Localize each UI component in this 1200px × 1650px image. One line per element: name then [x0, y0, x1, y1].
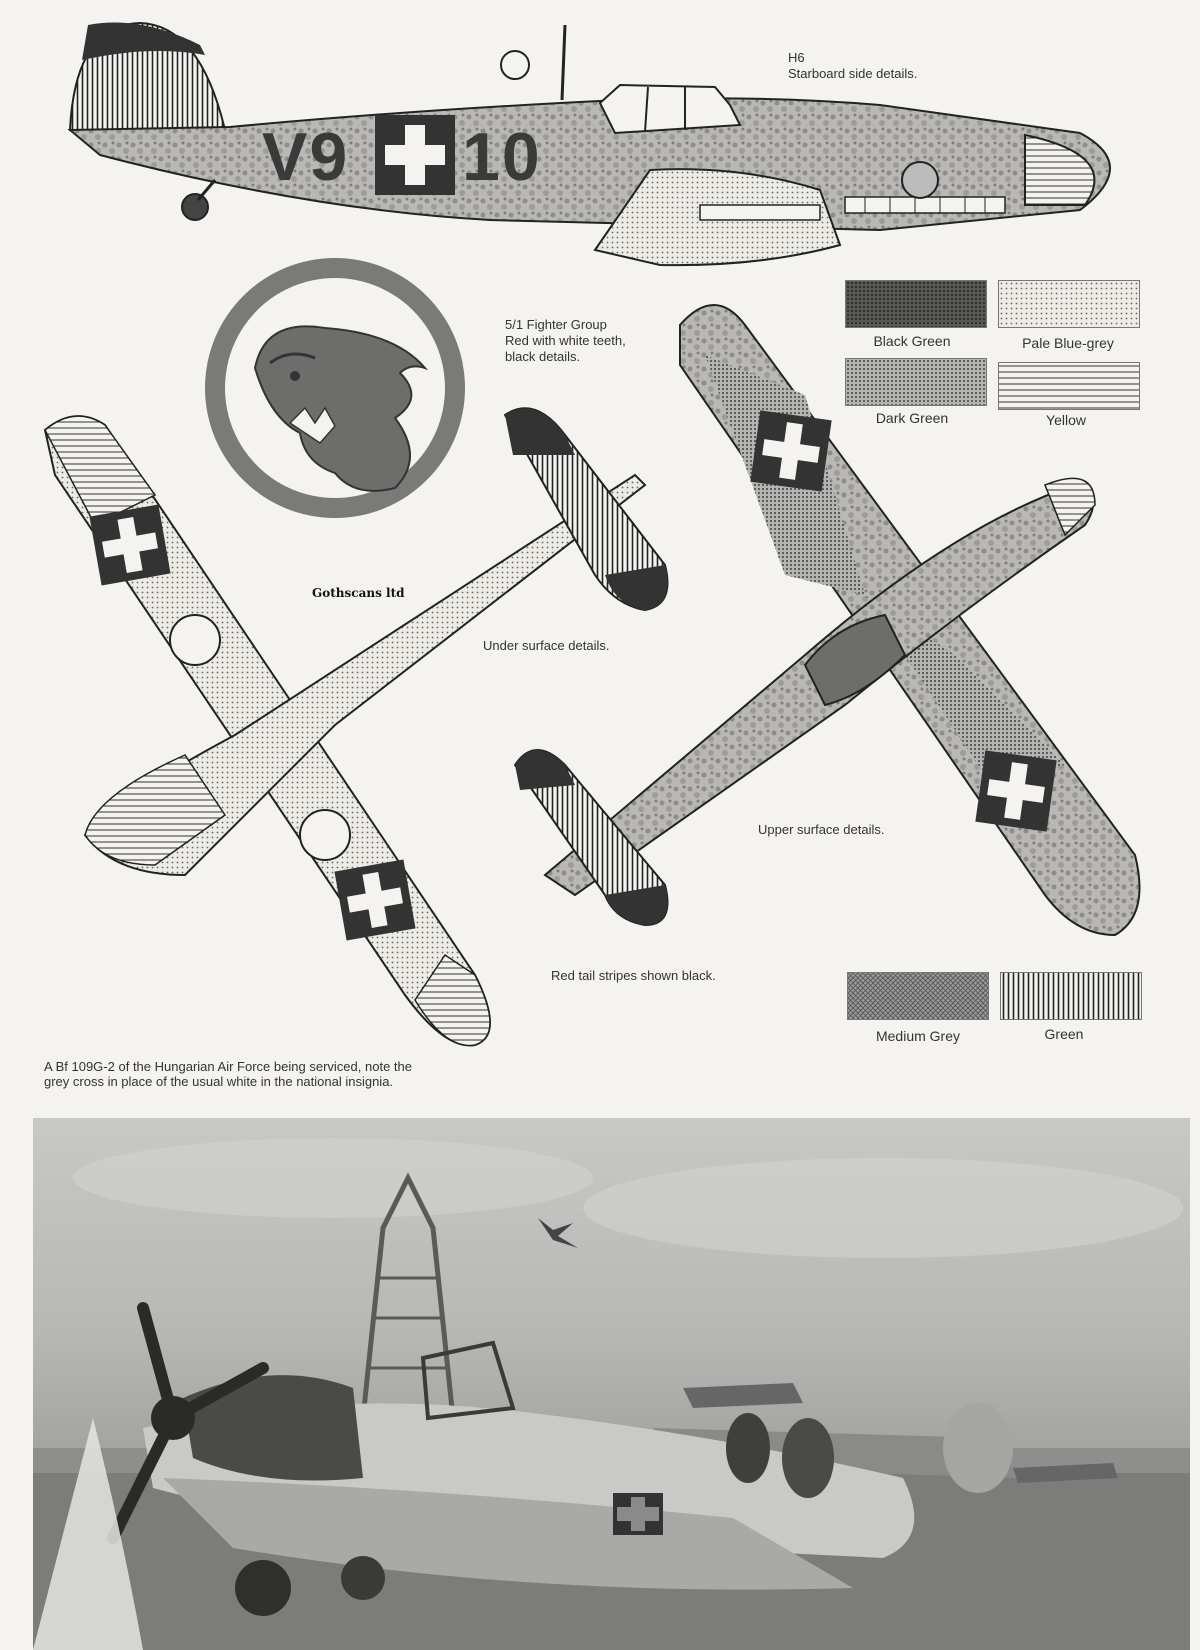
legend-swatch-black-green — [845, 280, 987, 328]
tail-stripes-caption: Red tail stripes shown black. — [551, 968, 716, 983]
emblem-caption: 5/1 Fighter Group Red with white teeth, black details. — [505, 317, 626, 364]
aircraft-photo — [33, 1118, 1190, 1650]
canopy — [600, 85, 740, 133]
legend-swatch-dark-green — [845, 358, 987, 406]
legend-label-medium-grey: Medium Grey — [875, 1028, 961, 1044]
legend-label-pale-blue-grey: Pale Blue-grey — [1022, 335, 1114, 351]
legend-label-green: Green — [1044, 1026, 1084, 1042]
legend-label-dark-green: Dark Green — [875, 410, 949, 426]
legend-swatch-medium-grey — [847, 972, 989, 1020]
legend-swatch-green — [1000, 972, 1142, 1020]
legend-swatch-pale-blue-grey — [998, 280, 1140, 328]
fuselage-code-left: V9 — [262, 119, 350, 195]
watermark: Gothscans ltd — [312, 586, 405, 600]
legend-label-yellow: Yellow — [1046, 412, 1086, 428]
upper-surface-caption: Upper surface details. — [758, 822, 885, 837]
legend-label-black-green: Black Green — [873, 333, 951, 349]
side-view-caption: H6 Starboard side details. — [788, 50, 918, 81]
side-view-drawing — [60, 15, 1150, 275]
photo-caption: A Bf 109G-2 of the Hungarian Air Force being serviced, note the grey cross in place of the usual white in the national insignia. — [44, 1059, 412, 1089]
under-surface-caption: Under surface details. — [483, 638, 610, 653]
legend-swatch-yellow — [998, 362, 1140, 410]
fuselage-code-right: 10 — [462, 119, 542, 195]
